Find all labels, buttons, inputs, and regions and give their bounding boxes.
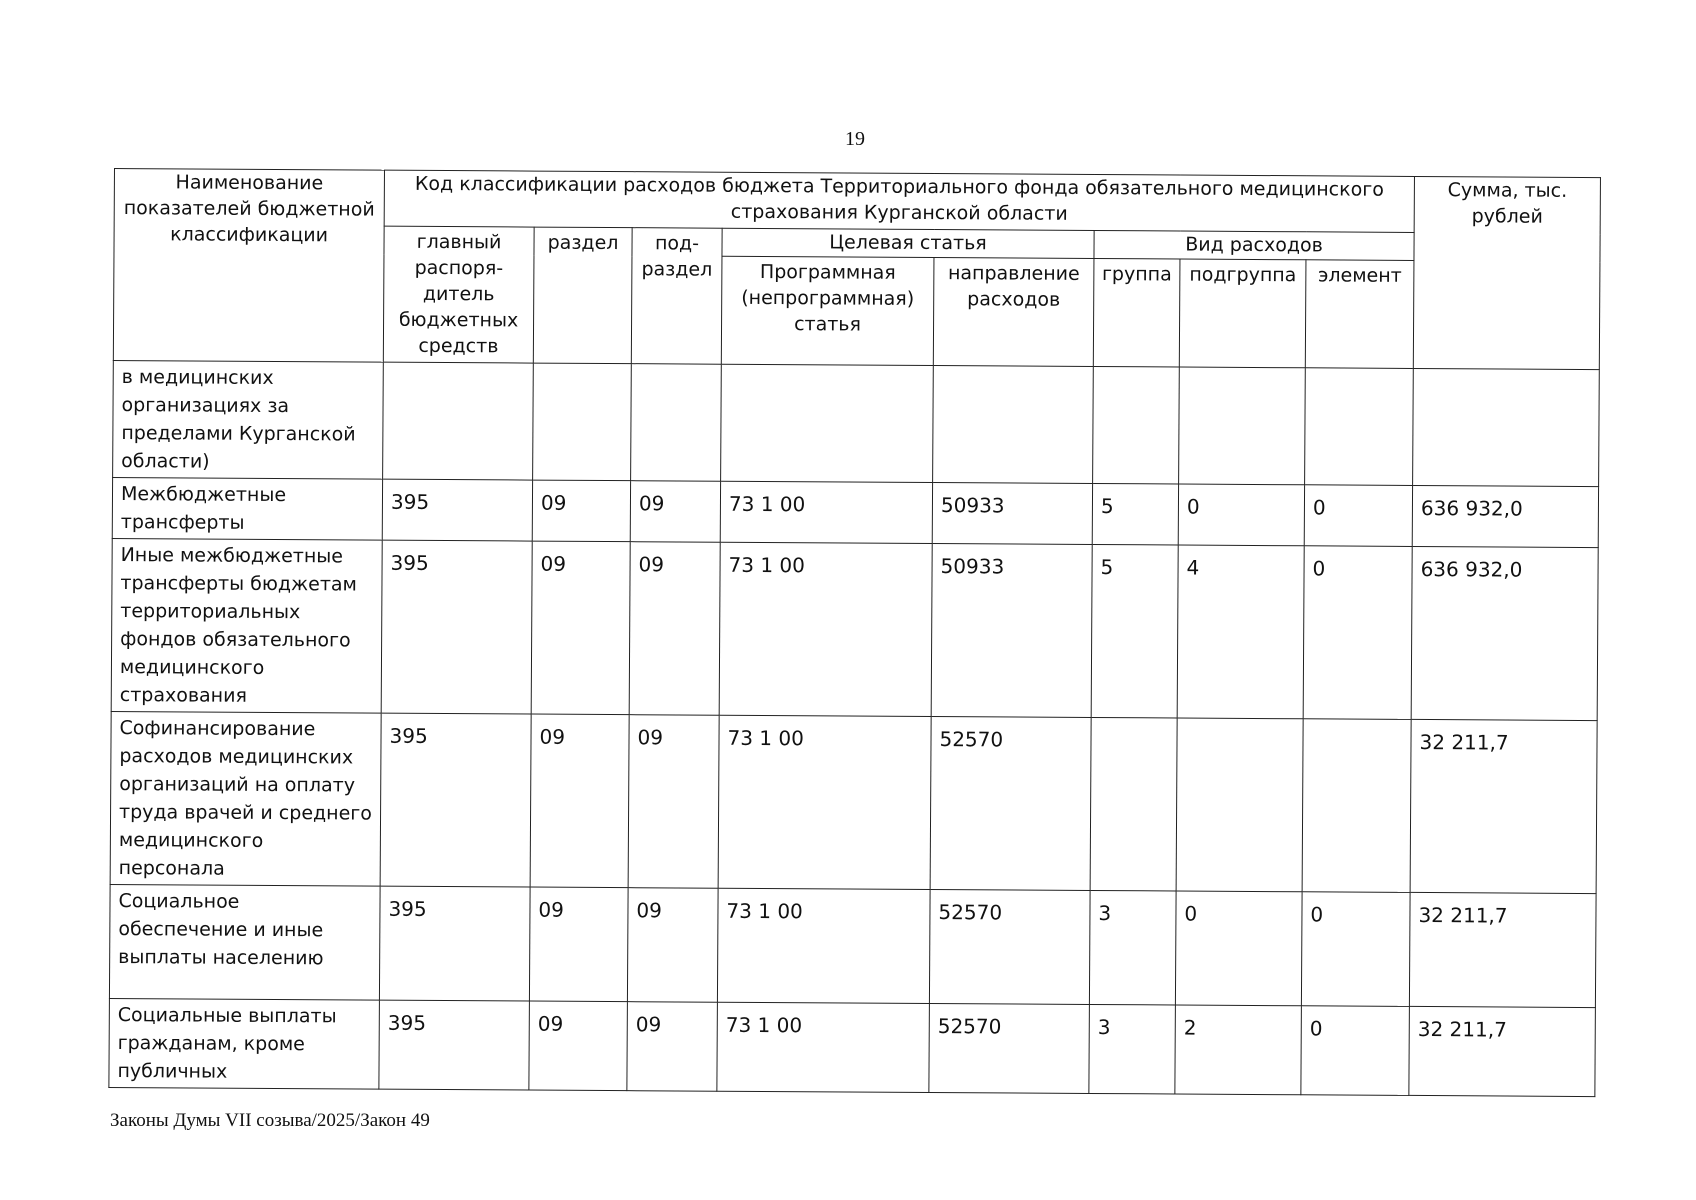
cell-group: 3	[1089, 1004, 1176, 1094]
cell-group: 3	[1089, 890, 1176, 1005]
cell-gr: 395	[382, 479, 532, 541]
cell-subgroup	[1179, 367, 1306, 485]
cell-element: 0	[1301, 892, 1410, 1007]
cell-direction: 50933	[931, 544, 1092, 718]
cell-gr	[383, 362, 534, 480]
header-sum: Сумма, тыс. рублей	[1413, 176, 1600, 369]
cell-sum: 32 211,7	[1410, 719, 1597, 893]
cell-razdel: 09	[529, 1001, 628, 1091]
cell-razdel: 09	[532, 480, 630, 542]
cell-razdel: 09	[529, 887, 628, 1002]
cell-podrazdel: 09	[629, 542, 720, 716]
cell-gr: 395	[379, 886, 530, 1001]
cell-direction: 52570	[929, 889, 1090, 1004]
cell-subgroup: 2	[1175, 1005, 1302, 1095]
cell-element: 0	[1303, 546, 1412, 720]
cell-name: Социальное обеспечение и иные выплаты населению	[109, 884, 380, 1000]
cell-podrazdel: 09	[628, 715, 719, 889]
cell-sum: 32 211,7	[1409, 1006, 1596, 1096]
header-element: элемент	[1305, 260, 1414, 369]
cell-sum: 636 932,0	[1412, 485, 1598, 547]
table-row	[112, 477, 1598, 547]
table-row	[110, 711, 1597, 893]
header-subgroup: подгруппа	[1179, 259, 1306, 368]
cell-sum: 32 211,7	[1409, 892, 1596, 1007]
cell-podrazdel	[631, 364, 722, 482]
cell-sum	[1413, 368, 1600, 486]
cell-subgroup	[1176, 718, 1303, 892]
footer-text: Законы Думы VII созыва/2025/Закон 49	[110, 1110, 430, 1131]
cell-element	[1305, 368, 1414, 486]
header-target-article: Целевая статья	[722, 228, 1094, 258]
cell-program: 73 1 00	[720, 481, 932, 543]
header-code-group: Код классификации расходов бюджета Территориального фонда обязательного медицинского страхования Курганской области	[384, 170, 1414, 232]
cell-name: Социальные выплаты гражданам, кроме публичных	[109, 998, 380, 1089]
header-section: раздел	[533, 227, 632, 364]
budget-table	[108, 168, 1601, 1097]
cell-podrazdel: 09	[630, 481, 720, 543]
cell-direction: 52570	[930, 717, 1091, 891]
cell-name: в медицинских организациях за пределами Курганской области)	[113, 360, 384, 479]
cell-gr: 395	[379, 1000, 530, 1090]
table-row	[113, 360, 1600, 486]
cell-program: 73 1 00	[719, 542, 932, 716]
cell-direction: 52570	[929, 1003, 1090, 1093]
cell-gr: 395	[380, 713, 531, 887]
header-main-manager: главный распоря-дитель бюджетных средств	[383, 226, 534, 363]
cell-group	[1093, 366, 1180, 484]
cell-program: 73 1 00	[717, 888, 930, 1003]
cell-program: 73 1 00	[717, 1002, 930, 1092]
header-direction: направление расходов	[933, 258, 1094, 367]
cell-group: 5	[1091, 544, 1178, 718]
cell-direction	[933, 366, 1094, 484]
cell-subgroup: 0	[1178, 484, 1304, 546]
cell-name: Софинансирование расходов медицинских организаций на оплату труда врачей и среднего медицинского персонала	[110, 711, 381, 886]
cell-gr: 395	[381, 540, 532, 714]
cell-element	[1302, 719, 1411, 893]
table-row	[111, 538, 1598, 720]
cell-element: 0	[1304, 485, 1412, 547]
cell-subgroup: 0	[1175, 891, 1302, 1006]
page-number: 19	[845, 128, 865, 150]
cell-razdel: 09	[531, 541, 630, 715]
cell-program: 73 1 00	[718, 715, 931, 889]
cell-podrazdel: 09	[627, 1002, 718, 1092]
cell-group	[1090, 717, 1177, 891]
table-row	[109, 884, 1596, 1007]
cell-razdel	[533, 363, 632, 481]
header-subsection: под-раздел	[631, 228, 722, 365]
header-name: Наименование показателей бюджетной классификации	[113, 169, 384, 363]
cell-name: Межбюджетные трансферты	[112, 477, 382, 540]
cell-direction: 50933	[932, 483, 1092, 545]
table-row	[109, 998, 1596, 1096]
cell-podrazdel: 09	[627, 888, 718, 1003]
header-program: Программная (непрограммная) статья	[721, 256, 934, 365]
cell-subgroup: 4	[1177, 545, 1304, 719]
cell-sum: 636 932,0	[1411, 546, 1598, 720]
cell-element: 0	[1301, 1006, 1410, 1096]
cell-razdel: 09	[530, 714, 629, 888]
cell-name: Иные межбюджетные трансферты бюджетам территориальных фондов обязательного медицинского страхования	[111, 538, 382, 713]
cell-program	[721, 364, 934, 482]
header-group: группа	[1093, 258, 1180, 367]
cell-group: 5	[1092, 483, 1178, 545]
header-expense-type: Вид расходов	[1094, 230, 1414, 260]
